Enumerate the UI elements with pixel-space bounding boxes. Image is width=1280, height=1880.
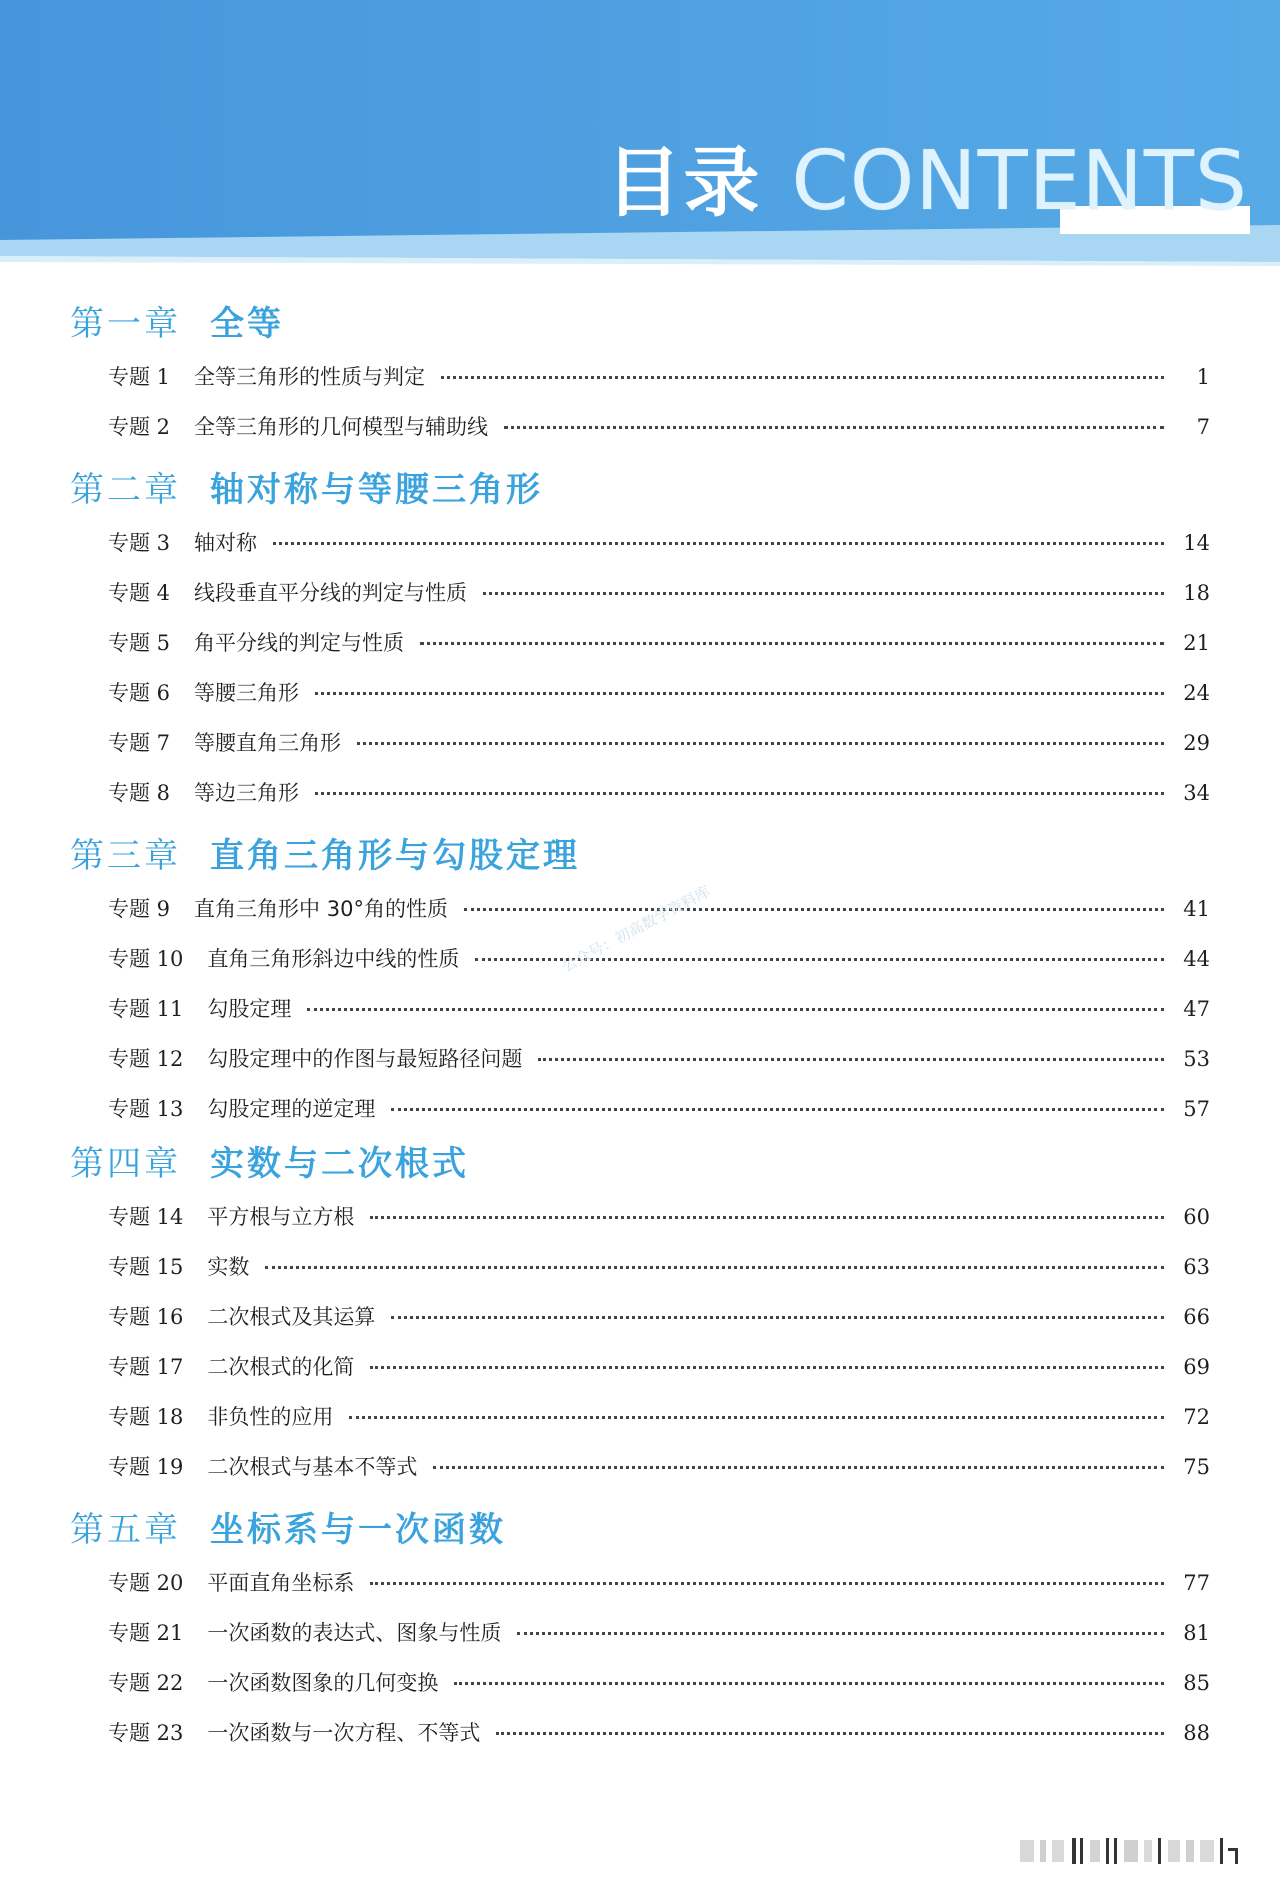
watermark-text: 公众号：初高数学资料库 [558, 882, 714, 976]
topic-label: 专题 12 [108, 1047, 184, 1071]
topic-label: 专题 15 [108, 1255, 184, 1279]
page-number: 44 [1183, 947, 1210, 971]
topic-title: 全等三角形的几何模型与辅助线 [194, 415, 489, 439]
chapter-5 [70, 1502, 1210, 1758]
topic-title: 勾股定理的逆定理 [207, 1097, 376, 1121]
topic-label: 专题 18 [108, 1405, 184, 1429]
page-number: 14 [1183, 531, 1210, 555]
toc-entry[interactable] [70, 768, 1210, 818]
topic-title: 勾股定理 [207, 997, 292, 1021]
dot-leader [464, 904, 1164, 911]
dot-leader [504, 422, 1164, 429]
topic-label: 专题 20 [108, 1571, 184, 1595]
topic-label: 专题 21 [108, 1621, 184, 1645]
topic-label: 专题 2 [108, 415, 171, 439]
toc-entry[interactable] [70, 1192, 1210, 1242]
toc-entry[interactable] [70, 984, 1210, 1034]
topic-title: 一次函数与一次方程、不等式 [207, 1721, 481, 1745]
toc-entry[interactable] [70, 1342, 1210, 1392]
topic-title: 等腰直角三角形 [194, 731, 342, 755]
page-number: 24 [1183, 681, 1210, 705]
topic-title: 角平分线的判定与性质 [194, 631, 405, 655]
page-heading [605, 122, 1248, 231]
topic-title: 线段垂直平分线的判定与性质 [194, 581, 468, 605]
topic-label: 专题 6 [108, 681, 171, 705]
dot-leader [273, 538, 1164, 545]
dot-leader [538, 1054, 1164, 1061]
page-number: 75 [1183, 1455, 1210, 1479]
chapter-heading [70, 828, 1210, 884]
table-of-contents [70, 296, 1210, 1758]
page-number: 29 [1183, 731, 1210, 755]
toc-entry[interactable] [70, 1034, 1210, 1084]
toc-entry[interactable] [70, 618, 1210, 668]
dot-leader [315, 788, 1164, 795]
toc-entry[interactable] [70, 668, 1210, 718]
toc-entry[interactable] [70, 402, 1210, 452]
toc-entry[interactable] [70, 1608, 1210, 1658]
chapter-title: 全等 [210, 304, 284, 344]
topic-title: 轴对称 [194, 531, 258, 555]
dot-leader [315, 688, 1164, 695]
page-number: 81 [1183, 1621, 1210, 1645]
topic-label: 专题 9 [108, 897, 171, 921]
page-number: 88 [1183, 1721, 1210, 1745]
dot-leader [370, 1362, 1164, 1369]
topic-title: 等边三角形 [194, 781, 300, 805]
dot-leader [496, 1728, 1164, 1735]
page-number: 85 [1183, 1671, 1210, 1695]
topic-label: 专题 4 [108, 581, 171, 605]
topic-label: 专题 8 [108, 781, 171, 805]
dot-leader [483, 588, 1164, 595]
page-number: 66 [1183, 1305, 1210, 1329]
toc-entry[interactable] [70, 1084, 1210, 1134]
topic-label: 专题 1 [108, 365, 171, 389]
topic-label: 专题 13 [108, 1097, 184, 1121]
toc-entry[interactable] [70, 1392, 1210, 1442]
chapter-number: 第四章 [70, 1144, 181, 1184]
page-number: 7 [1196, 415, 1210, 439]
topic-title: 一次函数的表达式、图象与性质 [207, 1621, 502, 1645]
dot-leader [391, 1104, 1164, 1111]
dot-leader [391, 1312, 1164, 1319]
toc-entry[interactable] [70, 1442, 1210, 1492]
chapter-heading [70, 1502, 1210, 1558]
chapter-title: 实数与二次根式 [210, 1144, 469, 1184]
topic-label: 专题 19 [108, 1455, 184, 1479]
barcode-graphic [1020, 1834, 1250, 1864]
topic-title: 一次函数图象的几何变换 [207, 1671, 439, 1695]
topic-label: 专题 3 [108, 531, 171, 555]
chapter-2 [70, 462, 1210, 818]
page-number: 60 [1183, 1205, 1210, 1229]
topic-title: 二次根式及其运算 [207, 1305, 376, 1329]
toc-entry[interactable] [70, 568, 1210, 618]
page-number: 53 [1183, 1047, 1210, 1071]
topic-label: 专题 22 [108, 1671, 184, 1695]
topic-title: 直角三角形斜边中线的性质 [207, 947, 460, 971]
chapter-1 [70, 296, 1210, 452]
toc-entry[interactable] [70, 934, 1210, 984]
page-number: 63 [1183, 1255, 1210, 1279]
dot-leader [265, 1262, 1164, 1269]
dot-leader [349, 1412, 1164, 1419]
topic-title: 平方根与立方根 [207, 1205, 355, 1229]
toc-entry[interactable] [70, 518, 1210, 568]
topic-title: 勾股定理中的作图与最短路径问题 [207, 1047, 523, 1071]
topic-label: 专题 14 [108, 1205, 184, 1229]
page-number: 41 [1183, 897, 1210, 921]
topic-title: 非负性的应用 [207, 1405, 334, 1429]
chapter-title: 直角三角形与勾股定理 [210, 836, 580, 876]
dot-leader [517, 1628, 1164, 1635]
chapter-heading [70, 1136, 1210, 1192]
topic-title: 实数 [207, 1255, 250, 1279]
topic-title: 全等三角形的性质与判定 [194, 365, 426, 389]
chapter-title: 轴对称与等腰三角形 [210, 470, 543, 510]
topic-title: 直角三角形中 30°角的性质 [194, 897, 448, 921]
topic-label: 专题 5 [108, 631, 171, 655]
page-number: 69 [1183, 1355, 1210, 1379]
dot-leader [357, 738, 1164, 745]
toc-entry[interactable] [70, 1658, 1210, 1708]
chapter-title: 坐标系与一次函数 [210, 1510, 506, 1550]
chapter-number: 第三章 [70, 836, 181, 876]
toc-entry[interactable] [70, 1708, 1210, 1758]
page-number: 57 [1183, 1097, 1210, 1121]
topic-label: 专题 7 [108, 731, 171, 755]
page-number: 21 [1183, 631, 1210, 655]
toc-entry[interactable] [70, 1292, 1210, 1342]
toc-entry[interactable] [70, 1558, 1210, 1608]
chapter-number: 第一章 [70, 304, 181, 344]
chapter-heading [70, 462, 1210, 518]
header-banner [0, 0, 1280, 290]
page-number: 1 [1196, 365, 1210, 389]
dot-leader [441, 372, 1164, 379]
toc-entry[interactable] [70, 1242, 1210, 1292]
topic-label: 专题 16 [108, 1305, 184, 1329]
chapter-heading [70, 296, 1210, 352]
page-number: 34 [1183, 781, 1210, 805]
topic-title: 平面直角坐标系 [207, 1571, 355, 1595]
title-english: CONTENTS [791, 134, 1248, 229]
page-number: 77 [1183, 1571, 1210, 1595]
topic-label: 专题 23 [108, 1721, 184, 1745]
dot-leader [370, 1578, 1164, 1585]
page-number: 72 [1183, 1405, 1210, 1429]
page-number: 47 [1183, 997, 1210, 1021]
topic-title: 二次根式与基本不等式 [207, 1455, 418, 1479]
chapter-number: 第五章 [70, 1510, 181, 1550]
dot-leader [433, 1462, 1164, 1469]
topic-label: 专题 10 [108, 947, 184, 971]
topic-title: 等腰三角形 [194, 681, 300, 705]
topic-label: 专题 11 [108, 997, 184, 1021]
page-number: 18 [1183, 581, 1210, 605]
toc-entry[interactable] [70, 352, 1210, 402]
chapter-3 [70, 828, 1210, 1134]
dot-leader [370, 1212, 1164, 1219]
chapter-4 [70, 1136, 1210, 1492]
dot-leader [454, 1678, 1164, 1685]
chapter-number: 第二章 [70, 470, 181, 510]
topic-label: 专题 17 [108, 1355, 184, 1379]
topic-title: 二次根式的化简 [207, 1355, 355, 1379]
title-chinese: 目录 [605, 138, 762, 227]
dot-leader [307, 1004, 1164, 1011]
toc-entry[interactable] [70, 718, 1210, 768]
dot-leader [420, 638, 1164, 645]
